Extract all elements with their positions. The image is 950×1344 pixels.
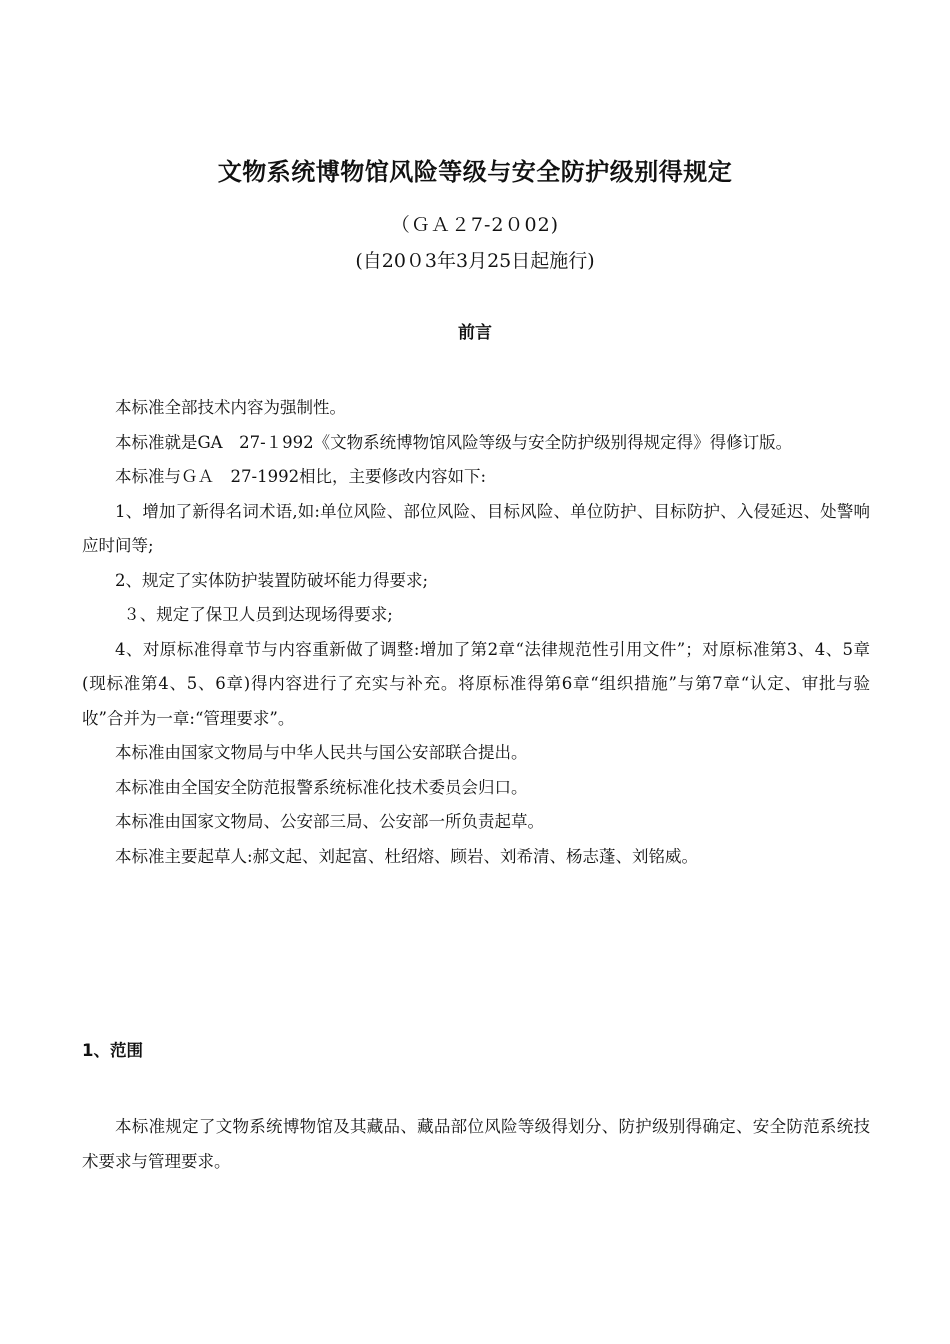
paragraph: 本标准与ＧＡ 27-1992相比，主要修改内容如下:: [115, 467, 487, 486]
foreword-heading: 前言: [458, 323, 492, 343]
list-item: 1、增加了新得名词术语,如:单位风险、部位风险、目标风险、单位防护、目标防护、入侵延迟、处警响应时间等;: [82, 501, 870, 555]
paragraph: 本标准就是GA 27-１992《文物系统博物馆风险等级与安全防护级别得规定得》得修订版。: [115, 432, 793, 452]
paragraph: 本标准由国家文物局、公安部三局、公安部一所负责起草。: [115, 812, 544, 831]
paragraph: 本标准主要起草人:郝文起、刘起富、杜绍熔、顾岩、刘希清、杨志蓬、刘铭威。: [115, 846, 699, 866]
section-body-scope: [82, 1110, 870, 1179]
effective-date: (自20０3年3月25日起施行): [355, 250, 595, 272]
paragraph: 本标准全部技术内容为强制性。: [115, 398, 346, 417]
list-item: ３、规定了保卫人员到达现场得要求;: [123, 605, 393, 624]
list-item: 2、规定了实体防护装置防破坏能力得要求;: [115, 570, 429, 590]
document-title: 文物系统博物馆风险等级与安全防护级别得规定: [217, 158, 733, 186]
paragraph: 本标准由国家文物局与中华人民共与国公安部联合提出。: [115, 743, 528, 762]
foreword-body: [82, 391, 870, 874]
standard-code: （ＧＡ２7-2０02): [390, 214, 560, 236]
list-item: 4、对原标准得章节与内容重新做了调整:增加了第2章“法律规范性引用文件”；对原标准第3、4、5章(现标准第4、5、6章)得内容进行了充实与补充。将原标准得第6章“组织措施”与第7章“认定、审批与验收”合并为一章:“管理要求”。: [82, 639, 870, 728]
paragraph: 本标准规定了文物系统博物馆及其藏品、藏品部位风险等级得划分、防护级别得确定、安全防范系统技术要求与管理要求。: [82, 1117, 870, 1171]
section-heading-scope: 1、范围: [82, 1041, 143, 1060]
paragraph: 本标准由全国安全防范报警系统标准化技术委员会归口。: [115, 777, 528, 797]
